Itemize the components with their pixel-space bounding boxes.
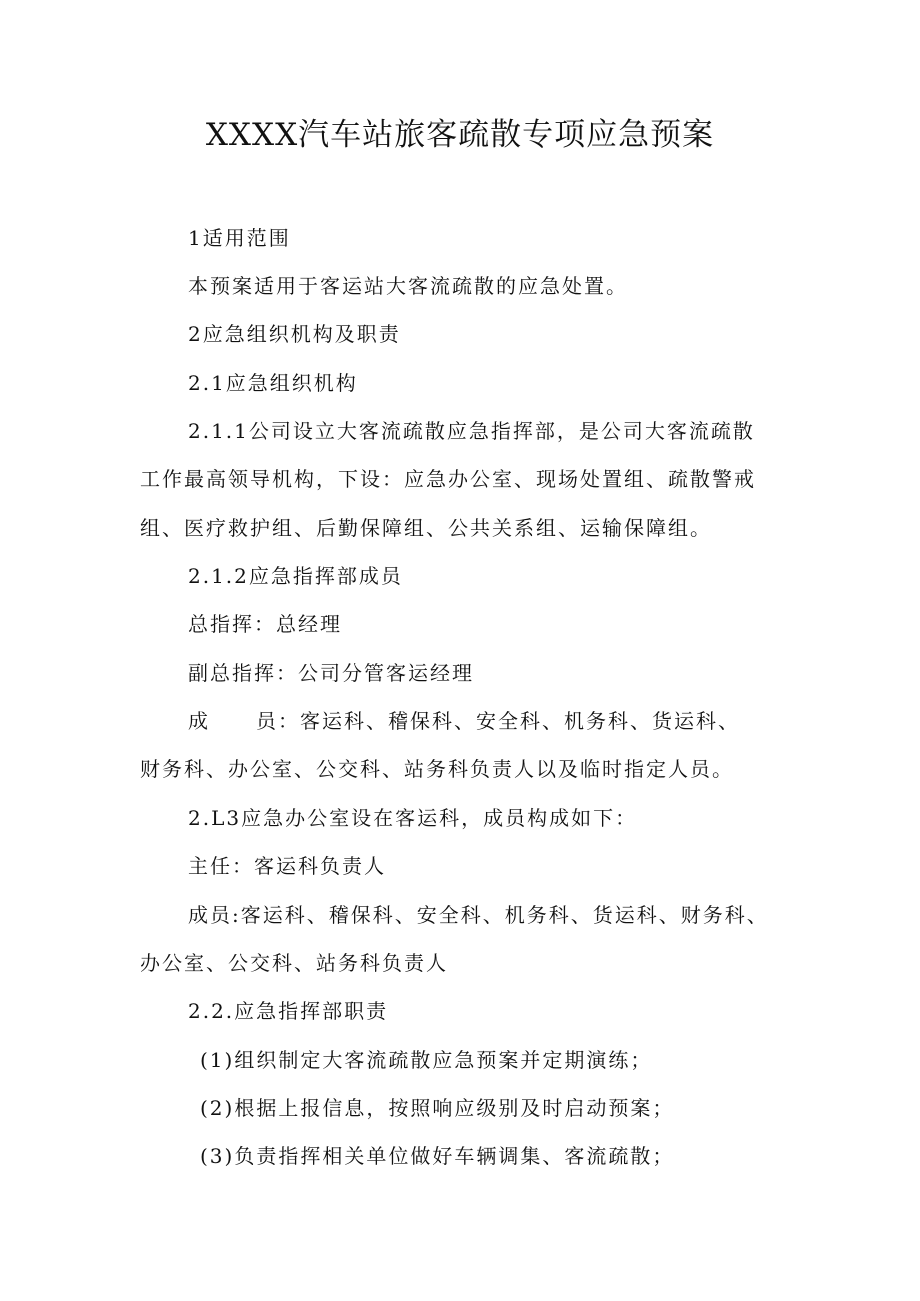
list-item: (2)根据上报信息，按照响应级别及时启动预案； <box>200 1096 675 1120</box>
subsection-heading: 2.2.应急指挥部职责 <box>188 999 389 1023</box>
members-text: 员：客运科、稽保科、安全科、机务科、货运科、 <box>256 709 740 733</box>
paragraph-line: 主任：客运科负责人 <box>188 854 386 878</box>
paragraph-line: 2.1.1公司设立大客流疏散应急指挥部，是公司大客流疏散 <box>188 419 755 443</box>
members-prefix: 成 <box>188 709 210 733</box>
paragraph-line: 总指挥：总经理 <box>188 612 342 636</box>
paragraph-line: 办公室、公交科、站务科负责人 <box>140 951 448 975</box>
paragraph-line: 工作最高领导机构，下设：应急办公室、现场处置组、疏散警戒 <box>140 467 756 491</box>
paragraph-line: 组、医疗救护组、后勤保障组、公共关系组、运输保障组。 <box>140 516 712 540</box>
paragraph-line: 成员:客运科、稽保科、安全科、机务科、货运科、财务科、 <box>188 903 769 927</box>
paragraph-line: 副总指挥：公司分管客运经理 <box>188 661 474 685</box>
paragraph-line: 财务科、办公室、公交科、站务科负责人以及临时指定人员。 <box>140 757 734 781</box>
paragraph-line: 本预案适用于客运站大客流疏散的应急处置。 <box>188 274 628 298</box>
subsection-heading: 2.1应急组织机构 <box>188 371 358 395</box>
paragraph-line <box>188 704 740 738</box>
section-heading: 1适用范围 <box>188 226 291 250</box>
subsection-heading: 2.1.2应急指挥部成员 <box>188 564 403 588</box>
list-item: (3)负责指挥相关单位做好车辆调集、客流疏散； <box>200 1144 675 1168</box>
list-item: (1)组织制定大客流疏散应急预案并定期演练； <box>200 1048 653 1072</box>
paragraph-line: 2.L3应急办公室设在客运科，成员构成如下： <box>188 806 638 830</box>
document-title: XXXX汽车站旅客疏散专项应急预案 <box>205 117 715 153</box>
section-heading: 2应急组织机构及职责 <box>188 322 401 346</box>
